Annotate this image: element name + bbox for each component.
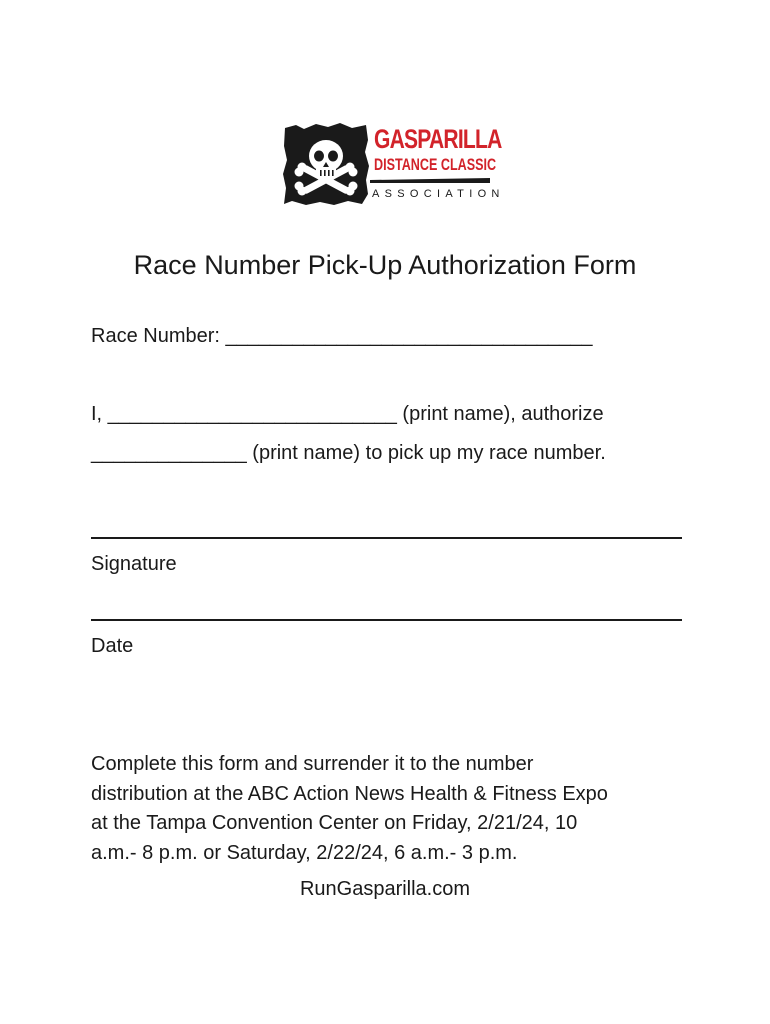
instructions-line: Complete this form and surrender it to the number xyxy=(91,753,534,775)
authorize-line-1[interactable]: I, __________________________ (print name), authorize xyxy=(91,403,604,425)
gasparilla-logo xyxy=(282,122,505,206)
instructions-line: a.m.- 8 p.m. or Saturday, 2/22/24, 6 a.m.- 3 p.m. xyxy=(91,841,518,864)
signature-line[interactable] xyxy=(91,537,682,539)
logo-divider xyxy=(370,178,490,183)
date-line[interactable] xyxy=(91,619,682,621)
logo-name: GASPARILLA xyxy=(374,124,502,154)
form-title: Race Number Pick-Up Authorization Form xyxy=(133,250,637,280)
logo-subtitle: DISTANCE CLASSIC xyxy=(374,155,497,174)
logo-wordmark xyxy=(372,124,505,200)
website-text: RunGasparilla.com xyxy=(299,878,471,900)
signature-label: Signature xyxy=(91,553,177,575)
instructions-paragraph xyxy=(91,750,691,868)
instructions-line: distribution at the ABC Action News Health & Fitness Expo xyxy=(91,782,608,805)
date-label: Date xyxy=(91,635,134,657)
skull-crossbones-icon xyxy=(282,122,370,206)
authorize-line-2[interactable]: ______________ (print name) to pick up my race number. xyxy=(91,442,606,464)
logo-association: ASSOCIATION xyxy=(372,188,505,200)
race-number-field[interactable]: Race Number: _________________________________ xyxy=(91,325,593,347)
instructions-line: at the Tampa Convention Center on Friday, 2/21/24, 10 xyxy=(91,812,578,834)
